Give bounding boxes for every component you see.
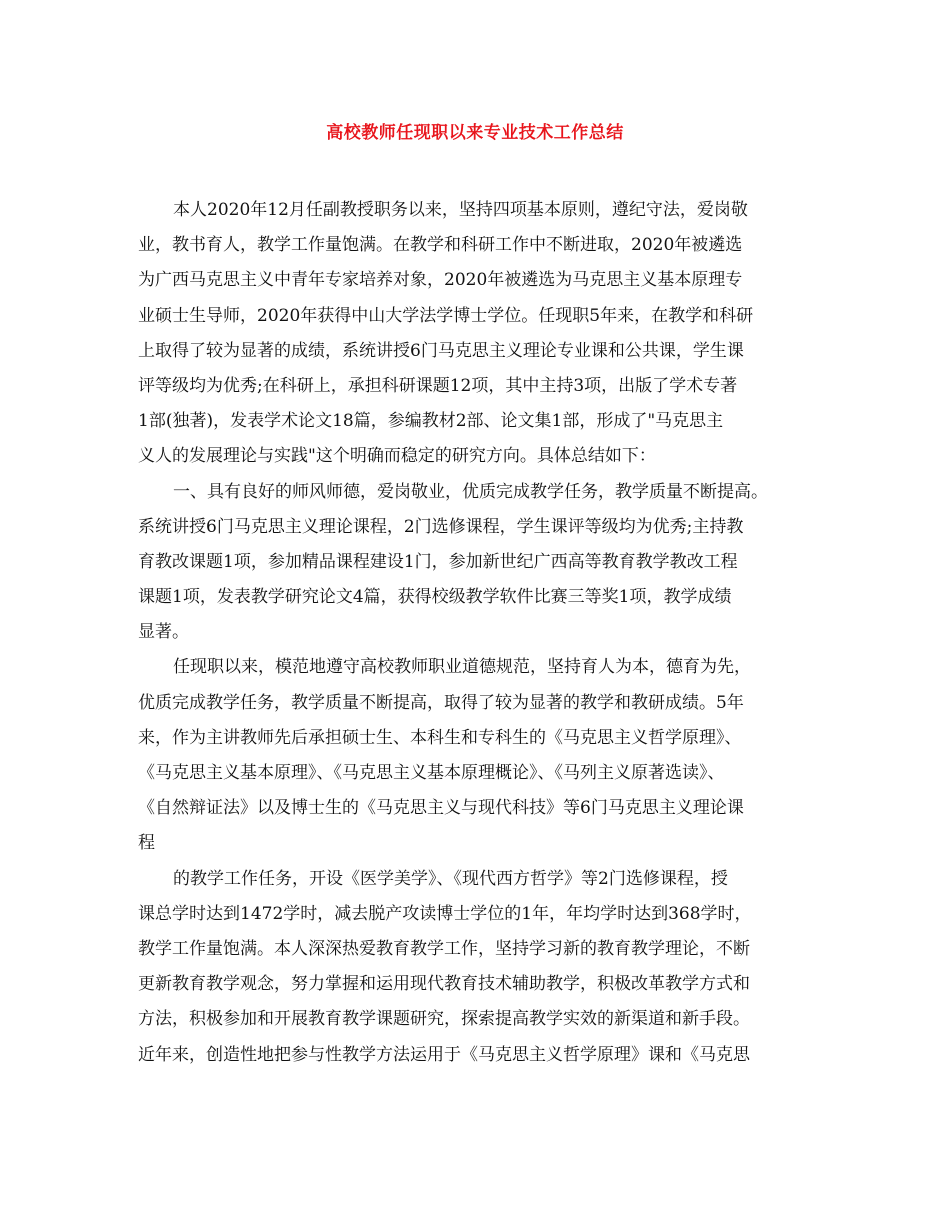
text-line: 更新教育教学观念，努力掌握和运用现代教育技术辅助教学，积极改革教学方式和 <box>138 974 750 995</box>
text-line: 《自然辩证法》以及博士生的《马克思主义与现代科技》等6门马克思主义理论课 <box>138 798 744 819</box>
paragraph-intro <box>138 193 828 475</box>
text-line: 任现职以来，模范地遵守高校教师职业道德规范，坚持育人为本，德育为先， <box>173 657 751 678</box>
text-line: 为广西马克思主义中青年专家培养对象，2020年被遴选为马克思主义基本原理专 <box>138 270 743 291</box>
text-line: 来，作为主讲教师先后承担硕士生、本科生和专科生的《马克思主义哲学原理》、 <box>138 727 742 748</box>
text-line: 1部(独著)，发表学术论文18篇，参编教材2部、论文集1部，形成了"马克思主 <box>138 411 724 432</box>
text-line: 方法，积极参加和开展教育教学课题研究，探索提高教学实效的新渠道和新手段。 <box>138 1009 750 1030</box>
text-line: 评等级均为优秀;在科研上，承担科研课题12项，其中主持3项，出版了学术专著 <box>138 375 738 396</box>
paragraph-section-one <box>138 475 828 651</box>
document-title: 高校教师任现职以来专业技术工作总结 <box>326 123 624 143</box>
paragraph-teaching-record <box>138 650 828 861</box>
text-line: 业，教书育人，教学工作量饱满。在教学和科研工作中不断进取，2020年被遴选 <box>138 235 743 256</box>
text-line: 教学工作量饱满。本人深深热爱教育教学工作，坚持学习新的教育教学理论，不断 <box>138 938 750 959</box>
text-line: 的教学工作任务，开设《医学美学》、《现代西方哲学》等2门选修课程，授 <box>173 868 728 889</box>
text-line: 程 <box>138 833 155 854</box>
text-line: 上取得了较为显著的成绩，系统讲授6门马克思主义理论专业课和公共课，学生课 <box>138 340 744 361</box>
text-line: 近年来，创造性地把参与性教学方法运用于《马克思主义哲学原理》课和《马克思 <box>138 1044 750 1065</box>
text-line: 课总学时达到1472学时，减去脱产攻读博士学位的1年，年均学时达到368学时， <box>138 903 752 924</box>
text-line: 显著。 <box>138 622 189 643</box>
document-body <box>138 193 828 1073</box>
text-line: 《马克思主义基本原理》、《马克思主义基本原理概论》、《马列主义原著选读》、 <box>138 763 725 783</box>
text-line: 优质完成教学任务，教学质量不断提高，取得了较为显著的教学和教研成绩。5年 <box>138 692 744 713</box>
paragraph-teaching-workload <box>138 862 828 1073</box>
text-line: 义人的发展理论与实践"这个明确而稳定的研究方向。具体总结如下： <box>138 446 656 467</box>
text-line: 课题1项，发表教学研究论文4篇，获得校级教学软件比赛三等奖1项，教学成绩 <box>138 587 732 608</box>
text-line: 业硕士生导师，2020年获得中山大学法学博士学位。任现职5年来，在教学和科研 <box>138 305 754 326</box>
text-line: 本人2020年12月任副教授职务以来，坚持四项基本原则，遵纪守法，爱岗敬 <box>173 200 748 220</box>
text-line: 系统讲授6门马克思主义理论课程，2门选修课程，学生课评等级均为优秀;主持教 <box>138 516 744 537</box>
text-line: 一、具有良好的师风师德，爱岗敬业，优质完成教学任务，教学质量不断提高。 <box>173 481 768 502</box>
text-line: 育教改课题1项，参加精品课程建设1门，参加新世纪广西高等教育教学教改工程 <box>138 551 738 572</box>
